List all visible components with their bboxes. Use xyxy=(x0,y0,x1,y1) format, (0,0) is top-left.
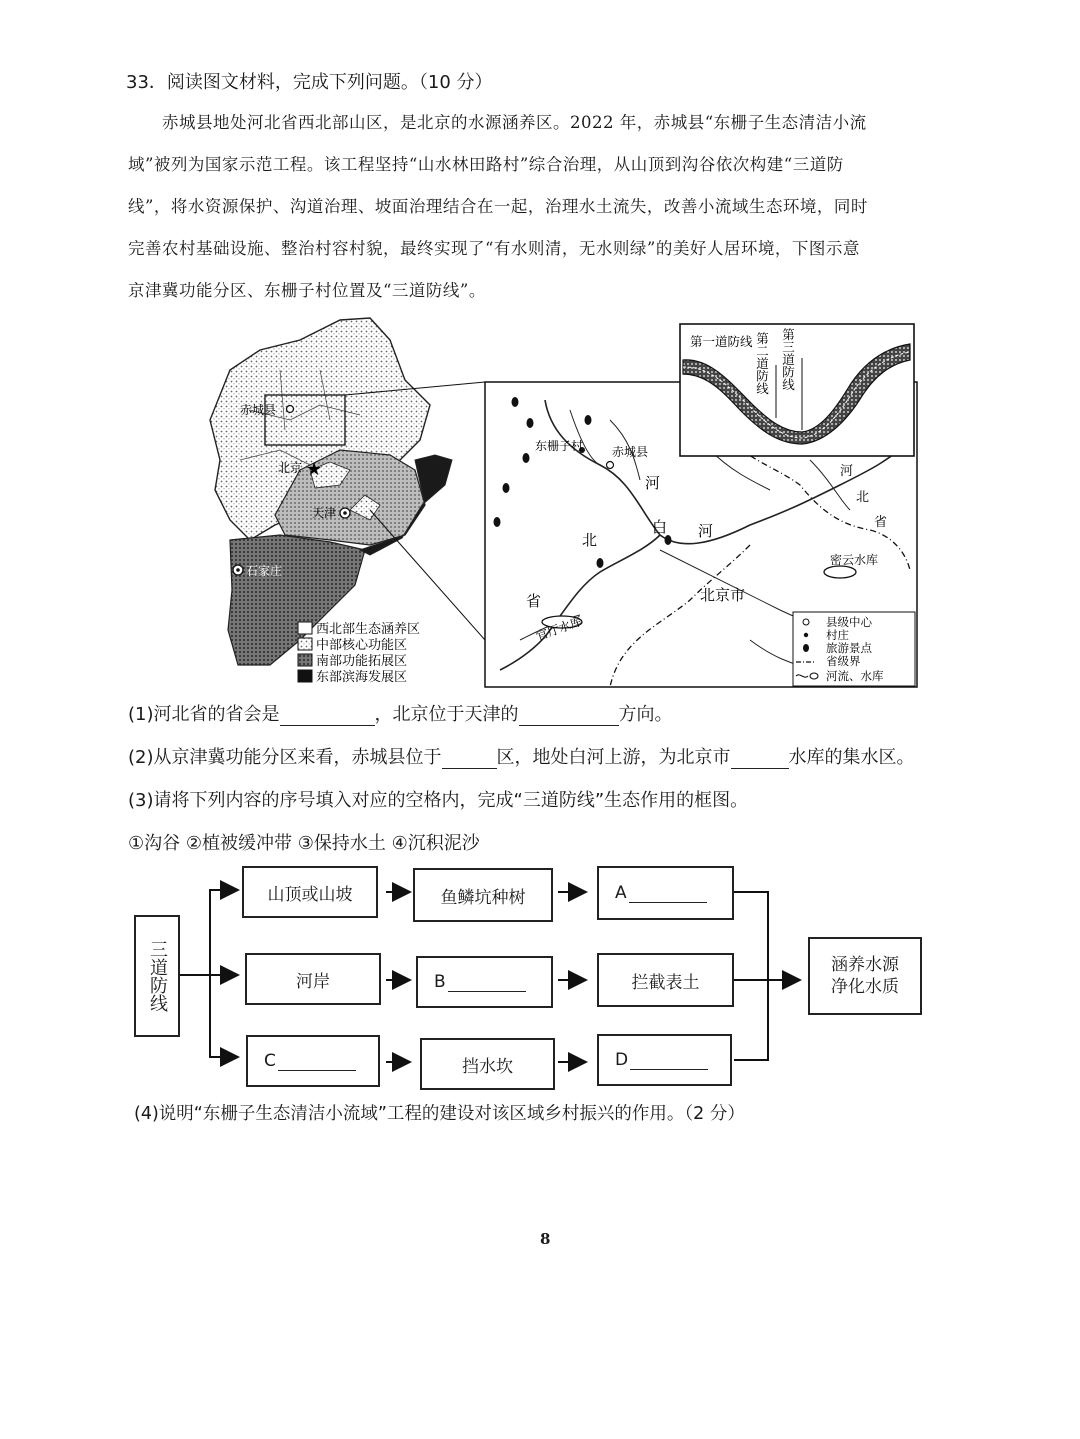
label-chicheng-county: 赤城县 xyxy=(612,445,649,459)
label-tianjin: 天津 xyxy=(312,506,337,520)
flow-label: 山顶或山坡 xyxy=(267,884,353,905)
flow-box-r1-1 xyxy=(242,866,378,918)
question-3: (3)请将下列内容的序号填入对应的空格内，完成“三道防线”生态作用的框图。 xyxy=(128,790,749,811)
flow-result-line: 净化水质 xyxy=(831,977,899,997)
flow-box-d[interactable] xyxy=(597,1034,732,1086)
q2-text-b: 区，地处白河上游，为北京市 xyxy=(496,747,731,768)
flow-root-label: 三道防线 xyxy=(147,940,168,1012)
flow-box-r2-1 xyxy=(245,953,381,1005)
question-title: 33．阅读图文材料，完成下列问题。（10 分） xyxy=(126,72,493,93)
legend-item: 旅游景点 xyxy=(826,641,872,655)
flow-result-box xyxy=(808,937,922,1015)
blank-d[interactable] xyxy=(630,1051,708,1070)
flow-result-line: 涵养水源 xyxy=(831,955,899,975)
flow-label-c: C xyxy=(264,1051,276,1071)
paragraph-line: 域”被列为国家示范工程。该工程坚持“山水林田路村”综合治理，从山顶到沟谷依次构建“三道防 xyxy=(128,155,844,174)
flow-label: 拦截表土 xyxy=(631,972,700,993)
paragraph-line: 赤城县地处河北省西北部山区，是北京的水源涵养区。2022 年，赤城县“东栅子生态清洁小流 xyxy=(162,113,867,132)
label-sheng: 省 xyxy=(526,592,542,610)
flow-box-r3-2 xyxy=(420,1038,555,1090)
label-dongzhazi: 东栅子村 xyxy=(535,439,584,453)
flow-box-a[interactable] xyxy=(597,866,734,920)
flow-label: 河岸 xyxy=(296,971,330,992)
label-hebei-2: 北 xyxy=(856,490,870,505)
legend-item: 省级界 xyxy=(826,654,861,668)
label-river-he2: 河 xyxy=(698,522,714,540)
legend-item: 河流、水库 xyxy=(826,669,884,683)
q1-text-c: 方向。 xyxy=(618,704,673,725)
label-chicheng: 赤城县 xyxy=(240,403,277,417)
label-hebei-3: 省 xyxy=(874,515,888,530)
flow-label-d: D xyxy=(615,1050,629,1070)
legend-item: 西北部生态涵养区 xyxy=(316,622,421,637)
legend-item: 中部核心功能区 xyxy=(316,638,408,653)
legend-item: 村庄 xyxy=(826,628,849,642)
beijing-star-icon: ★ xyxy=(306,459,323,480)
question-3-options: ①沟谷 ②植被缓冲带 ③保持水土 ④沉积泥沙 xyxy=(128,833,480,854)
flow-label-b: B xyxy=(434,972,446,992)
inset-line-1-text: 第一道防线 xyxy=(690,334,753,349)
label-beijing: 北京 xyxy=(278,461,303,475)
flow-label-a: A xyxy=(615,883,627,903)
flow-box-r2-3 xyxy=(597,953,734,1007)
blank-b[interactable] xyxy=(448,973,526,992)
flow-box-r1-2 xyxy=(413,868,553,922)
label-guanting: 官厅水库 xyxy=(534,614,585,644)
blank-c[interactable] xyxy=(278,1052,356,1071)
page-number: 8 xyxy=(540,1230,551,1248)
paragraph-line: 京津冀功能分区、东栅子村位置及“三道防线”。 xyxy=(128,281,486,300)
label-beijing-city: 北京市 xyxy=(700,586,746,604)
label-miyun: 密云水库 xyxy=(830,553,879,567)
question-4: (4)说明“东栅子生态清洁小流域”工程的建设对该区域乡村振兴的作用。（2 分） xyxy=(134,1104,745,1124)
paragraph-line: 完善农村基础设施、整治村容村貌，最终实现了“有水则清，无水则绿”的美好人居环境，下图示意 xyxy=(128,239,860,258)
flow-box-c[interactable] xyxy=(246,1035,380,1087)
q1-text-a: (1)河北省的省会是 xyxy=(128,704,280,725)
q1-text-b: ，北京位于天津的 xyxy=(374,704,519,725)
label-hebei-1: 河 xyxy=(840,464,854,479)
q2-text-a: (2)从京津冀功能分区来看，赤城县位于 xyxy=(128,747,442,768)
legend-item: 南部功能拓展区 xyxy=(316,654,408,669)
q2-text-c: 水库的集水区。 xyxy=(788,747,915,768)
flow-box-b[interactable] xyxy=(416,956,553,1008)
label-shijiazhuang: 石家庄 xyxy=(246,564,283,578)
inset-line-3: 第三道防线 xyxy=(780,328,796,391)
blank-a[interactable] xyxy=(629,884,707,903)
flow-label: 鱼鳞坑种树 xyxy=(440,887,526,908)
inset-line-2: 第二道防线 xyxy=(754,332,770,395)
legend-item: 东部滨海发展区 xyxy=(316,670,408,685)
label-bei: 北 xyxy=(582,531,598,549)
label-river-he: 河 xyxy=(645,474,661,492)
label-river-bai: 白 xyxy=(652,518,668,536)
paragraph-line: 线”，将水资源保护、沟道治理、坡面治理结合在一起，治理水土流失，改善小流域生态环境，同时 xyxy=(128,197,868,216)
flow-label: 挡水坎 xyxy=(462,1056,513,1077)
legend-item: 县级中心 xyxy=(826,615,872,629)
